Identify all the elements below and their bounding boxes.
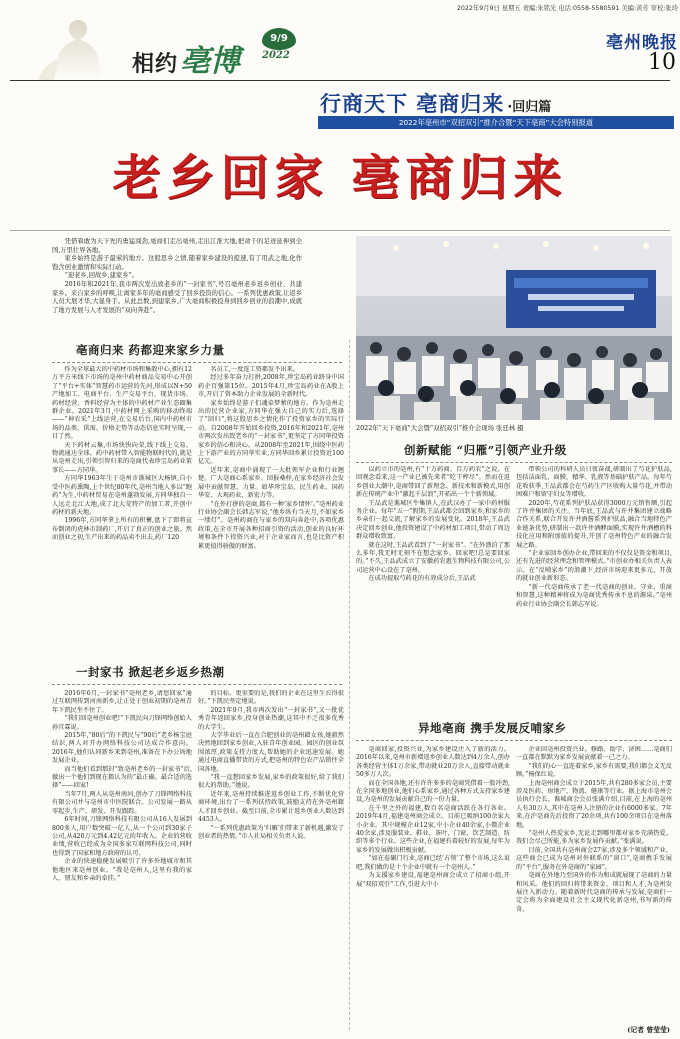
paragraph: 2016年6月,一封家书“亳州老乡,请您回家”通过互联网传到河南新乡,让正处于创业初期的亳州青年下凯民坐不住了。 xyxy=(52,690,192,714)
section-title: 异地亳商 携手发展反哺家乡 xyxy=(418,721,567,735)
section-heading-homecoming xyxy=(76,342,336,358)
paper-name: 亳州晚报 xyxy=(606,33,678,53)
s3-column-right xyxy=(516,466,672,710)
paragraph: 而在全国各地,还有许许多多的亳商凭借着一股冲劲,在全国多地创业,他们心系家乡,通过各种方式支持家乡建设,为亳州的发展贡献自己的一份力量。 xyxy=(356,779,510,804)
paragraph: 大学毕业后一直在合肥创业的亳州籍女孩,她毅然决然地回到家乡创业,入驻青年创业园。园区的创业氛围浓厚,政策支持力度大,帮助她的企业迅速发展。她通过电商直播带货的方式,把亳州的特色农产品销往全国各地。 xyxy=(198,732,344,773)
paragraph: 6年时间,刀锋网络科技有限公司从16人发展到800多人,用户数突破一亿人,从一个公司到30家子公司,从420万元到4.42亿元的年收入。企业的营收业绩,营收已经成为全国多家互联网科技公司,同时也得到了国家和地方政府的认可。 xyxy=(52,816,192,857)
paragraph: 名员工,一度连工资都发不出来。 xyxy=(210,366,299,373)
lead-line: “迎老乡,回故乡,建家乡”。 xyxy=(64,272,139,280)
section-rule xyxy=(356,740,672,741)
paragraph: 以药立市的亳州,有“十万药商、百万药农”之说。在回观念看来,这一产业已被先来者“吃干榨尽”。然而在返乡创业大潮中,亳商带回了新理念、新技术和新模式,用创新在传统产业中“激起千层浪”,开拓出一个个新领域。 xyxy=(356,466,510,499)
s4-column-right xyxy=(516,746,672,1022)
lead-line: 家乡始终是游子最萦的地方。这般思乡之情,随着家乡建设的提速,有了用武之地,化作饱含创业激情和实际行动。 xyxy=(52,255,302,271)
statue-illustration xyxy=(18,16,128,80)
paragraph: 亳商回家,投资兴业,为家乡建设注入了新的活力。2016年以来,亳州市新增返乡创业人数达到4万余人,创办各类经营主体1万余家,带动就业20万余人,直接带动就业50多万人次。 xyxy=(356,746,510,779)
section-heading-letter xyxy=(76,664,336,680)
conference-photo xyxy=(356,236,672,420)
paragraph: “我一直想回家乡发展,家乡的政策很好,给了我们很大的帮助。”她说。 xyxy=(198,774,344,790)
paragraph: “亳州人热爱家乡,无论走到哪里都对家乡充满热爱。我们会尽己所能,多为家乡发展作贡献。”张满说。 xyxy=(516,830,672,846)
section-heading-innovation xyxy=(404,442,672,458)
column-title-prefix: 相约 xyxy=(132,51,179,77)
byline: (记者 曾莹莹) xyxy=(627,1026,670,1034)
paragraph: 上海亳州商会成立于2015年,共有280多家会员,主要涉及医药、房地产、物流、健康等行业。据上海市亳州会员执行会长、谯城商会会员张满介绍,目前,在上海的亳州人有30万人,其中在亳州人注册的企业有6000多家。7年来,在沪亳商先后投资了20余项,共有100余项目在亳州落地。 xyxy=(516,779,672,829)
date-line: 2022年9月9日 星期五 责编:朱铭光 电话:0558-5580591 美编:黄芳 审校:张玲 xyxy=(456,5,678,12)
lead-paragraph xyxy=(52,238,302,326)
paragraph: 的目标。更重要的是,我们的企业在这里生长得很好。”下凯民坚定地说。 xyxy=(198,690,344,706)
paragraph: 在成功提取芍药花的有效成分后,王品武 xyxy=(368,575,476,583)
paragraph: 当年7月,两人从亳州南河,创办了刀锋网络科技有限公司并与亳州市中医院联合。公司发展一路从零起步,生产、研发、开发跟踪。 xyxy=(52,790,192,815)
paragraph: “企业家回乡创办企业,带回来的不仅仅是资金和项目,还有先进的经营理念和管理模式。”市创业办相关负责人表示。在“反哺家乡”的浪潮下,经济市场迎来更多元、开放的就业创业新形态。 xyxy=(516,550,672,583)
paragraph: “我们的心一直连着家乡,家乡有需要,我们都会义无反顾。”杨保红说。 xyxy=(516,762,672,779)
column-title xyxy=(132,36,240,80)
paragraph: 1996年,方同华拿上所有的积蓄,盘下了即将宣布倒闭的虎林市制药厂,开启了真正的创业之旅。然而创业之初,生产出来的药品卖不出去,药厂120 xyxy=(52,517,192,542)
paragraph: 方同华1963年生于亳州市谯城区大杨镇,自小受中医药熏陶,上个世纪80年代,亳州当地人多以“跑药”为生,中药材贸易在亳州蓬勃发展,方同华独自一人远走北江大地,成了北大荒特产的加工者,开创中药材的新天地。 xyxy=(52,475,192,516)
section-heading-remote xyxy=(418,720,672,736)
page-number: 10 xyxy=(648,50,676,75)
paragraph: 王品武是谯城区牛集镇人,在武汉办了一家中药材服务企业。每年“五一”假期,王品武都会回到家乡,和家乡的乡亲们一起交流,了解家乡的发展变化。2018年,王品武决定回乡创业,他投资建设了中药材加工项目,带动了周边群众增收致富。 xyxy=(356,499,510,541)
section-title: 亳商归来 药都迎来家乡力量 xyxy=(76,343,225,357)
paragraph: 近年来,亳州持续推进返乡创业工作,不断优化营商环境,出台了一系列扶持政策,鼓励支持在外亳州籍人才回乡创业。截至目前,全市累计返乡创业人数达到4453人。 xyxy=(198,790,344,824)
paragraph: 经过多年奋力打拼,2008年,珍宝岛药业跻身中国药企百强第15位。2015年4月,珍宝岛药业在A股上市,开启了资本助力企业发展的全新时代。 xyxy=(198,374,344,399)
paragraph: 在千里之外的福建,数百名亳商活跃在各行各业。2019年4月,福建亳州商会成立。目前已吸纳100余家大小企业。其中规模企业12家,中小企业40余家,小微企业40余家,涉及服装业、鞋业、茶叶、门窗、饮艺制造、纺织等多个行业。这些企业,在福建有着较好的发展,每年为家乡的发展做出积极贡献。 xyxy=(356,804,510,854)
s2-column-right xyxy=(198,690,344,1030)
section-title: 创新赋能 “归雁”引领产业升级 xyxy=(404,443,567,457)
paragraph: 就在这时,王品武看到了“一封家书”。“在外漂泊了那么多年,我无时无刻不在想念家乡。回家吧!总是要回家的。”不久,王品武成立了安徽药农惠生物科技有限公司,公司运营中心设在了亳州。 xyxy=(356,541,510,574)
paragraph: 2021年9月,我市再次发出“一封家书”,又一批优秀青年返回家乡,投身创业热潮,这其中不乏很多优秀的大学生。 xyxy=(198,706,344,731)
s4-column-left xyxy=(356,746,510,1032)
paragraph: 带领公司的科研人员日夜奋战,研制出了芍花护肤品,包括洁面乳、面膜、精华、乳液等基础护肤产品。每年芍花收获季,王品武都会在芍药生产区收购大量芍花,并带动困难户和留守妇女等增收。 xyxy=(516,466,672,499)
paragraph: 企业的快速稳健发展吸引了许多外地城市和其他地区来亳州创业。“我是亳州人,这里有我的家人、朋友和乡亲的牵挂。” xyxy=(52,858,192,882)
paragraph: “一系列优惠政策为‘归雁’们带来了新机遇,激发了创业者的热情。”市人社局相关负责人说。 xyxy=(198,824,344,840)
s1-column-right xyxy=(198,366,344,652)
paragraph: “新一代亳商传承了老一代亳商的创业、守业、重商和智慧,这种精神将成为亳商优秀传承不息的源泉。”亳州药业行业协会副会长韩志军说。 xyxy=(516,583,672,608)
banner-slogan: 行商天下 亳商归来 xyxy=(320,92,505,116)
paragraph: 2020年,芍花系列护肤品获得3000万元销售额,引起了许井集团的关注。当年底,王品武与许井集团建立战略合作关系,联合开发许井酒酱系列护肤品,融合当地特色产业链条优势,研制出一款许井酒酵面膜,实现许井酒槽的科技化应用和附加值的提升,开创了亳州特色产业的融合发展之路。 xyxy=(516,499,672,549)
date-badge: 9/9 xyxy=(262,28,296,50)
banner-series: ·回归篇 xyxy=(507,100,552,115)
paragraph: “我们回亳州创业吧!”下凯民向刀锋网络创始人孙宜霖说。 xyxy=(52,715,192,731)
banner-slogan-row xyxy=(320,88,551,118)
paragraph: 天下药材云集,市场快快向荣,线下线上交易、物流通达全球。药中药材带入智能物联时代的,就是从亳州走出,引领引智归来的亳商代表珍宝岛药业董事长——方同华。 xyxy=(52,441,192,474)
lead-line: 2016年和2021年,我市两次发出致老乡的“一封家书”,号召亳州老乡返乡创业、共建家乡。来自家乡的呼唤,让离家多年的亳商感受了回乡投资的信心。一系列优惠政策,让返乡人员大展才华,大显身手。从此总数,到建家乡,广大亳商积极投身到回乡创业的浪潮中,成就了地方发展与人才发展的“双向奔赴”。 xyxy=(52,280,302,314)
paragraph: 企业回亳州投资兴业。修路、助学、济困……亳商们一直都在默默为家乡发展贡献着一己之力。 xyxy=(516,746,672,762)
banner-subtitle: 2022年亳州市“双招双引”推介合暨“天下亳商”大会特别报道 xyxy=(318,116,674,129)
paragraph: 为支援家乡建设,福建亳州商会成立了招商小组,开展“双招双引”工作,引进大中小 xyxy=(356,872,510,888)
headline-rule xyxy=(10,230,670,231)
paragraph: 近年来,亳商中涌现了一大批领军企业和行业翘楚。广大亳商心系家乡、回报桑梓,在家乡经济社会发展中贡献智慧、力量。如华珍宝岛、民生药业、国药华安、大观药业、新宏力等。 xyxy=(198,466,344,500)
paragraph: 2015年,“80后”的下凯民与“90后”老乡杨宝庭结识,两人对开办网络科技公司达成合作意向。2016年,他们认同新乡来到亳州,准备在下办公场地发展企业。 xyxy=(52,732,192,765)
year-mark: 2022 xyxy=(262,50,290,61)
paragraph: “在外打拼的亳商,都有一种‘家乡情怀’。”亳州药业行业协会副会长韩志军说,“他乡纵有当天月,不如家乡一缕灯”。亳州药商在与家乡的双向奔赴中,各项优惠政策,在全市开展各种招商引资的活动,创业的良好环境和条件下投资兴业,对于企业家而言,也是比资产积累更值得骄傲的财富。 xyxy=(198,500,344,550)
photo-caption: 2022年“天下亳商”大会暨“双招双引”推介会现场 张廷林 摄 xyxy=(356,424,524,432)
section-rule xyxy=(52,362,342,363)
paragraph: “如在卷碾门行业,亳商已经‘占领’了整个市场,这么说吧,我们做的是十个企业中就有一个亳州人。” xyxy=(356,855,510,871)
paragraph: 作为全球最大的中药材市场和集散中心,拥有12万平方米线下市场的亳州中药材商品交易中心开创了“平台+实体”智慧药市运营的先河,形成以N+50产地加工、电商平台、生产交易平台、现货市场、药材经营、香料经营为主体的中药材产业生态圈集群企业。2021年3月,中药材网上采购的移动终端——“神农采”上线运营,在交易后台,国内中药材市场的品类、供需、价格走势等动态信息实时呈现,一目了然。 xyxy=(52,366,192,441)
column-divider xyxy=(349,340,350,1030)
paragraph: 家乡始终是游子们魂牵梦萦的地方。作为亳州走出的民营企业家,方同华在强大自己的实力后,选择了“回归”,将这股思乡之情化作了投资家乡的实际行动。自2008年开始回乡投资,2016年和2021年,亳州市两次发出致老乡的“一封家书”,更坚定了方同华投资家乡的信心和决心。从2008年至2021年,围绕中医药上下游产业的方同华实业,方同华回乡累计投资近100亿元。 xyxy=(198,399,344,466)
s2-column-left xyxy=(52,690,192,1030)
paragraph: 而当他们看到那封“致亳州老乡的一封家书”后,做出一个他们到现在都认为的“最正确、最合适的选择”——回家! xyxy=(52,765,192,790)
lead-line: 凭借着敢为天下先的勇猛闯劲,亳商们走出亳州,走出江淮大地,把命千的足迹延伸到全国,万里壮界各地。 xyxy=(52,238,302,254)
main-headline: 老乡回家 亳商归来 xyxy=(112,150,568,206)
section-rule xyxy=(52,684,342,685)
masthead-rule xyxy=(10,80,670,81)
s3-column-left xyxy=(356,466,510,710)
paragraph: 亳商在外地乃至国外的作为和成就展现了亳商的力量和风采。他们的回归将带来资金、项目和人才,为亳州发展注入新动力。随着新时代亳商的传承与发展,亳商们一定会将为全面建设社会主义现代化新亳州,书写新的传奇。 xyxy=(516,872,672,913)
column-title-calligraphy: 亳博 xyxy=(180,44,241,79)
paragraph: 目前,全国共有亳州商会27家,涉及多个领域和产业。这些商会已成为亳州对外联系的“窗口”,亳商携手发展的“平台”,服务在外亳商的“家园”。 xyxy=(516,846,672,871)
section-title: 一封家书 掀起老乡返乡热潮 xyxy=(76,665,225,679)
section-rule xyxy=(356,462,672,463)
s1-column-left xyxy=(52,366,192,652)
